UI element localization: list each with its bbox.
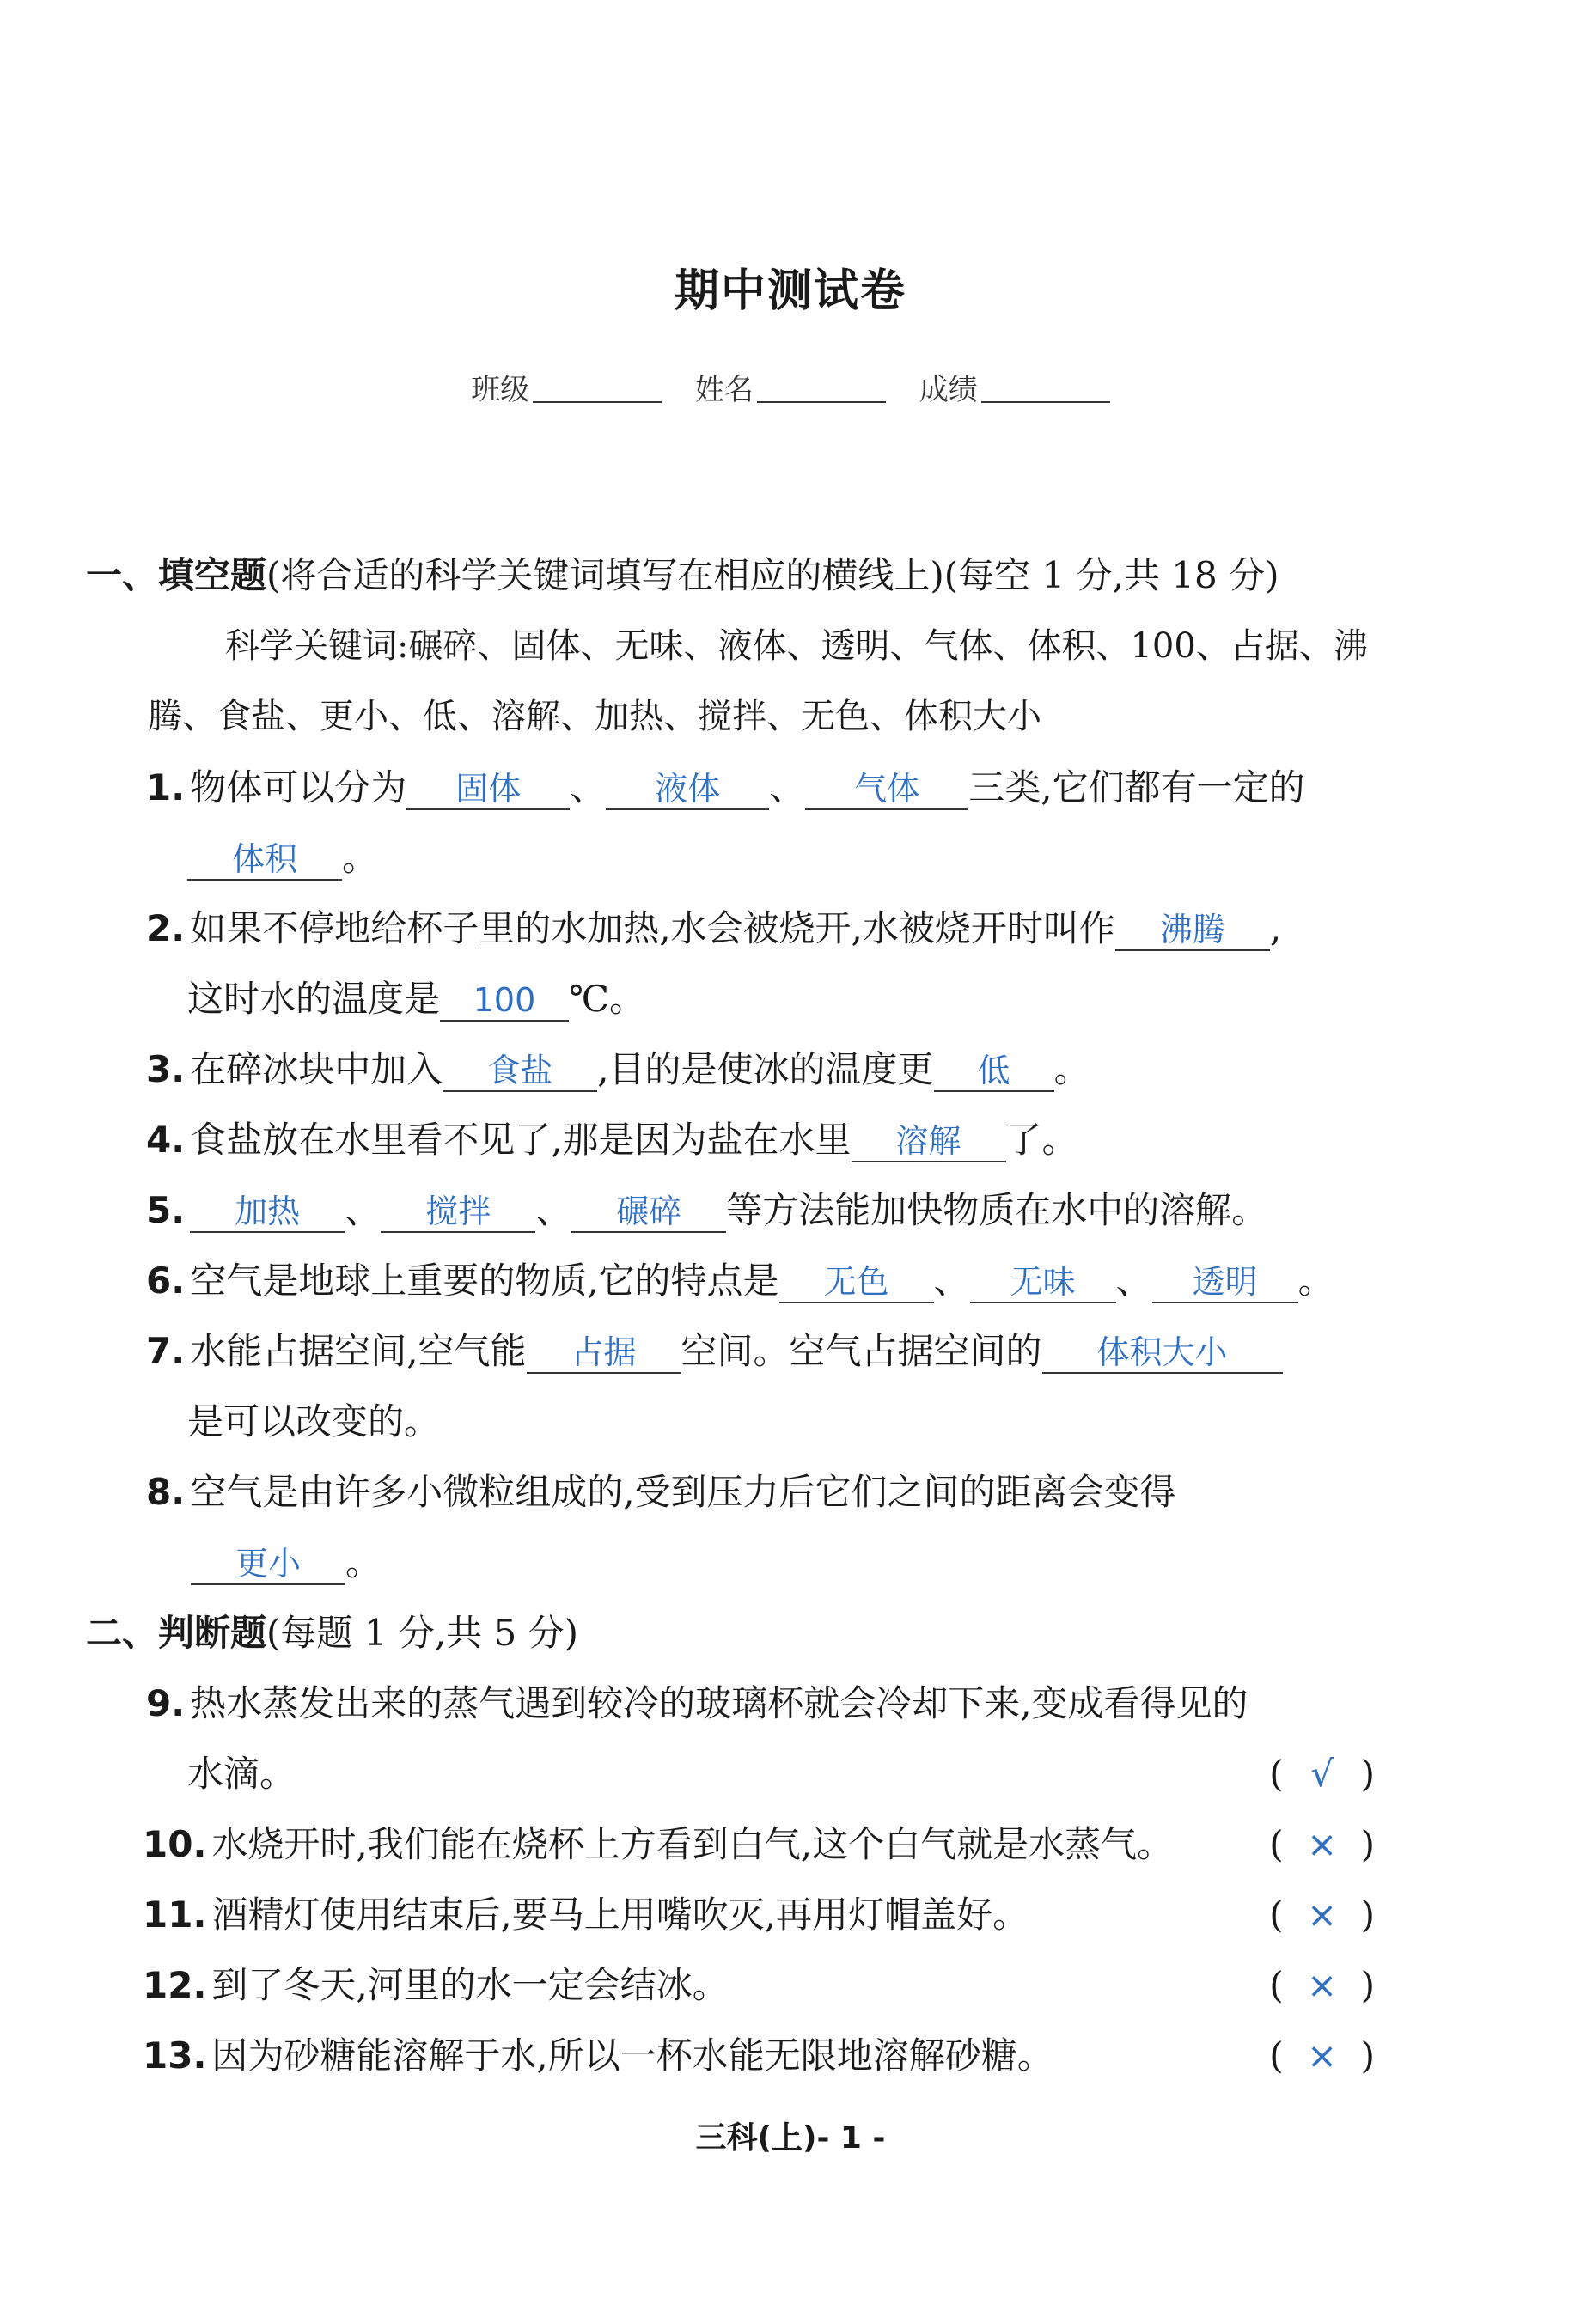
cross-mark-icon: × bbox=[1307, 1964, 1338, 2006]
answer-blank[interactable]: 100 bbox=[440, 982, 569, 1022]
answer-blank[interactable]: 体积大小 bbox=[1042, 1334, 1283, 1374]
section1-heading: 一、填空题 bbox=[86, 554, 267, 596]
judge-answer[interactable]: ( × ) bbox=[1269, 2034, 1375, 2077]
question-number: 5. bbox=[146, 1189, 186, 1231]
question-number: 9. bbox=[146, 1682, 186, 1724]
check-mark-icon: √ bbox=[1310, 1753, 1334, 1795]
keywords-line-1: 科学关键词:碾碎、固体、无味、液体、透明、气体、体积、100、占据、沸 bbox=[225, 626, 1368, 666]
judge-answer[interactable]: ( √ ) bbox=[1269, 1753, 1375, 1795]
question-number: 13. bbox=[143, 2034, 207, 2077]
cross-mark-icon: × bbox=[1307, 1894, 1338, 1936]
question-8-cont: 更小 。 bbox=[191, 1541, 382, 1585]
question-number: 2. bbox=[146, 907, 186, 949]
question-1: 1. 物体可以分为 固体 、 液体 、 气体 三类,它们都有一定的 bbox=[146, 766, 1305, 808]
page-title: 期中测试卷 bbox=[674, 265, 906, 317]
question-7-cont: 是可以改变的。 bbox=[187, 1400, 441, 1443]
question-number: 11. bbox=[143, 1894, 207, 1936]
question-number: 12. bbox=[143, 1964, 207, 2006]
question-11: 11. 酒精灯使用结束后,要马上用嘴吹灭,再用灯帽盖好。 bbox=[143, 1894, 1029, 1936]
question-number: 1. bbox=[146, 766, 186, 808]
question-number: 4. bbox=[146, 1119, 186, 1161]
section1-note: (将合适的科学关键词填写在相应的横线上)(每空 1 分,共 18 分) bbox=[266, 554, 1279, 596]
answer-blank[interactable]: 气体 bbox=[805, 771, 968, 810]
score-field[interactable] bbox=[981, 375, 1110, 403]
section2-note: (每题 1 分,共 5 分) bbox=[266, 1612, 578, 1654]
judge-answer[interactable]: ( × ) bbox=[1269, 1894, 1375, 1936]
question-7: 7. 水能占据空间,空气能 占据 空间。空气占据空间的 体积大小 bbox=[146, 1330, 1283, 1374]
score-label: 成绩 bbox=[919, 373, 978, 407]
question-9: 9. 热水蒸发出来的蒸气遇到较冷的玻璃杯就会冷却下来,变成看得见的 bbox=[146, 1682, 1248, 1724]
question-2-cont: 这时水的温度是 100 ℃。 bbox=[187, 978, 645, 1020]
question-12: 12. 到了冬天,河里的水一定会结冰。 bbox=[143, 1964, 729, 2006]
student-info-row bbox=[0, 366, 1581, 408]
cross-mark-icon: × bbox=[1307, 1823, 1338, 1865]
question-5: 5. 加热 、 搅拌 、 碾碎 等方法能加快物质在水中的溶解。 bbox=[146, 1189, 1268, 1231]
answer-blank[interactable]: 无色 bbox=[779, 1264, 934, 1303]
answer-blank[interactable]: 沸腾 bbox=[1115, 912, 1270, 951]
question-13: 13. 因为砂糖能溶解于水,所以一杯水能无限地溶解砂糖。 bbox=[143, 2034, 1053, 2077]
answer-blank[interactable]: 碾碎 bbox=[571, 1193, 726, 1233]
section1-heading-row bbox=[86, 554, 1279, 597]
question-number: 10. bbox=[143, 1823, 207, 1865]
question-8: 8. 空气是由许多小微粒组成的,受到压力后它们之间的距离会变得 bbox=[146, 1471, 1176, 1513]
answer-blank[interactable]: 固体 bbox=[406, 771, 570, 810]
question-4: 4. 食盐放在水里看不见了,那是因为盐在水里 溶解 了。 bbox=[146, 1119, 1078, 1161]
judge-answer[interactable]: ( × ) bbox=[1269, 1823, 1375, 1865]
question-9-cont: 水滴。 bbox=[187, 1753, 296, 1795]
answer-blank[interactable]: 低 bbox=[934, 1052, 1054, 1092]
answer-blank[interactable]: 占据 bbox=[527, 1334, 681, 1374]
cross-mark-icon: × bbox=[1307, 2034, 1338, 2077]
question-3: 3. 在碎冰块中加入 食盐 ,目的是使冰的温度更 低 。 bbox=[146, 1048, 1090, 1090]
section2-heading-row bbox=[86, 1612, 578, 1655]
answer-blank[interactable]: 食盐 bbox=[443, 1052, 597, 1092]
answer-blank[interactable]: 加热 bbox=[190, 1193, 345, 1233]
answer-blank[interactable]: 液体 bbox=[606, 771, 769, 810]
page-footer: 三科(上)- 1 - bbox=[695, 2120, 886, 2156]
keywords-line-2: 腾、食盐、更小、低、溶解、加热、搅拌、无色、体积大小 bbox=[148, 697, 1041, 736]
class-field[interactable] bbox=[533, 375, 662, 403]
question-1-cont: 体积 。 bbox=[187, 837, 378, 881]
name-field[interactable] bbox=[757, 375, 886, 403]
section2-heading: 二、判断题 bbox=[86, 1612, 267, 1654]
class-label: 班级 bbox=[471, 373, 530, 407]
question-6: 6. 空气是地球上重要的物质,它的特点是 无色 、 无味 、 透明 。 bbox=[146, 1260, 1334, 1302]
judge-answer[interactable]: ( × ) bbox=[1269, 1964, 1375, 2006]
question-number: 3. bbox=[146, 1048, 186, 1090]
question-number: 8. bbox=[146, 1471, 186, 1513]
question-2: 2. 如果不停地给杯子里的水加热,水会被烧开,水被烧开时叫作 沸腾 , bbox=[146, 907, 1282, 949]
answer-blank[interactable]: 溶解 bbox=[852, 1123, 1006, 1162]
question-10: 10. 水烧开时,我们能在烧杯上方看到白气,这个白气就是水蒸气。 bbox=[143, 1823, 1174, 1865]
answer-blank[interactable]: 体积 bbox=[187, 841, 342, 881]
answer-blank[interactable]: 无味 bbox=[970, 1264, 1116, 1303]
answer-blank[interactable]: 透明 bbox=[1152, 1264, 1298, 1303]
name-label: 姓名 bbox=[695, 373, 754, 407]
question-number: 7. bbox=[146, 1330, 186, 1372]
question-number: 6. bbox=[146, 1260, 186, 1302]
answer-blank[interactable]: 更小 bbox=[191, 1546, 345, 1585]
answer-blank[interactable]: 搅拌 bbox=[381, 1193, 535, 1233]
